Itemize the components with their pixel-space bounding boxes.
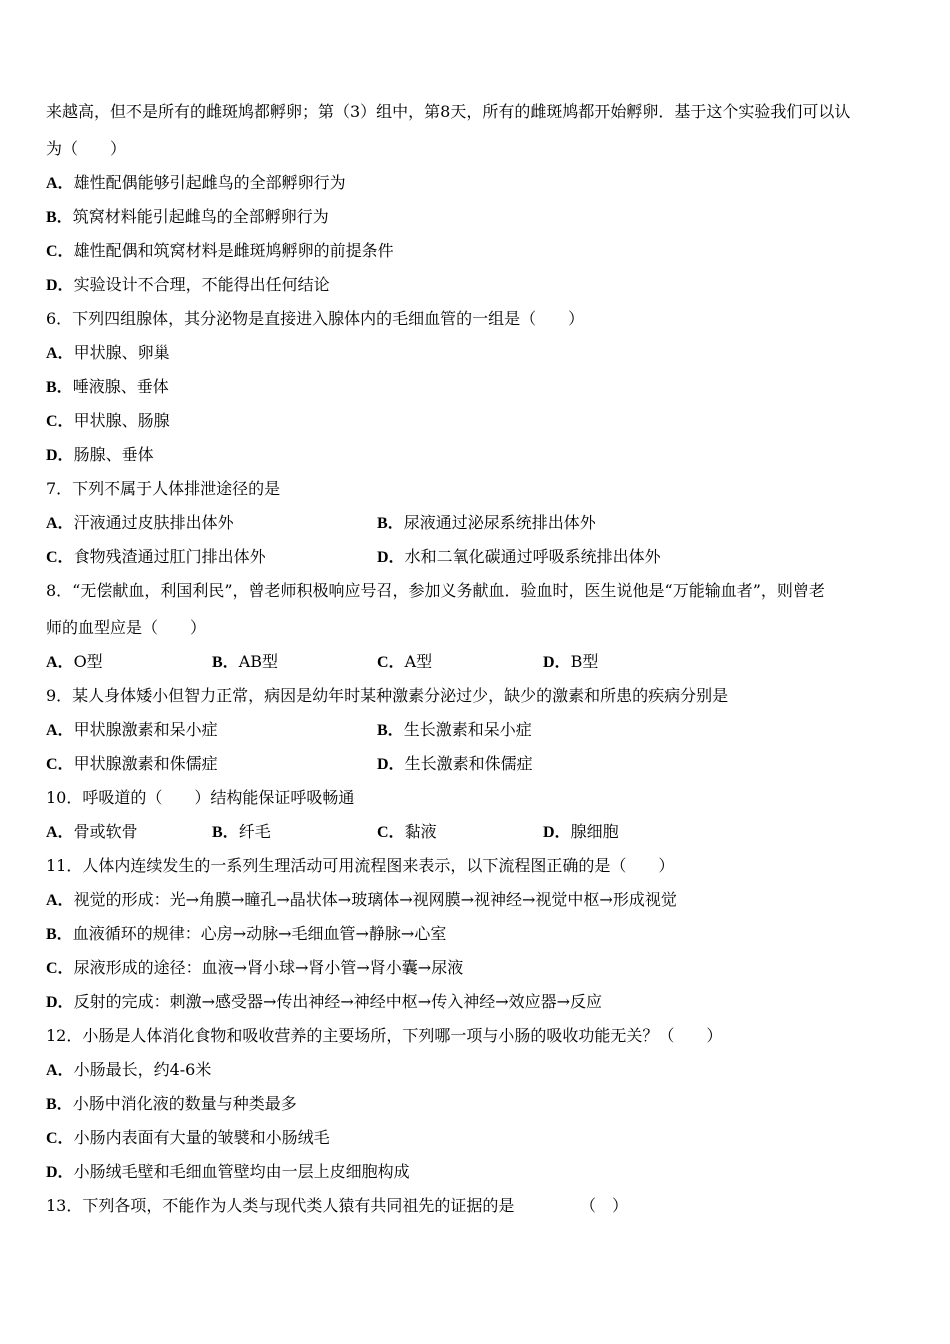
question-8-option-c[interactable] [377,651,432,674]
question-8-stem-line-1: 8．“无偿献血，利国利民”，曾老师积极响应号召，参加义务献血．验血时，医生说他是“万能输血者”，则曾老 [46,581,825,600]
option-label: A． [46,175,74,192]
option-label: D． [46,447,74,464]
option-label: B． [46,926,73,943]
option-text: 唾液腺、垂体 [72,377,169,396]
question-7-option-a[interactable] [46,512,234,534]
question-9-option-b[interactable] [377,719,532,742]
option-text: 肠腺、垂体 [73,445,154,464]
option-label: B． [377,515,404,532]
question-11-option-a[interactable] [46,889,677,911]
question-9-option-c[interactable] [46,753,218,775]
question-7-option-c[interactable] [46,546,266,568]
question-12-option-b[interactable] [46,1093,297,1115]
question-5-option-c[interactable] [46,240,394,262]
option-label: D． [46,277,74,294]
option-text: 甲状腺、肠腺 [73,411,170,430]
question-12-option-a[interactable] [46,1059,211,1081]
option-label: C． [46,413,74,430]
option-text: 水和二氧化碳通过呼吸系统排出体外 [404,547,661,566]
option-label: B． [212,654,239,671]
option-text: 生长激素和呆小症 [403,720,532,739]
question-10-option-c[interactable] [377,821,437,844]
option-text: 尿液形成的途径：血液→肾小球→肾小管→肾小囊→尿液 [73,958,464,977]
question-6-option-a[interactable] [46,342,170,364]
option-label: C． [377,824,405,841]
option-label: D． [46,994,74,1011]
option-label: C． [46,549,74,566]
option-text: 视觉的形成：光→角膜→瞳孔→晶状体→玻璃体→视网膜→视神经→视觉中枢→形成视觉 [73,890,677,909]
question-6-stem: 6．下列四组腺体，其分泌物是直接进入腺体内的毛细血管的一组是（ ） [46,309,585,328]
option-text: 骨或软骨 [73,822,138,841]
option-label: A． [46,515,74,532]
option-text: 筑窝材料能引起雌鸟的全部孵卵行为 [72,207,329,226]
question-12-option-c[interactable] [46,1127,330,1149]
option-label: A． [46,345,74,362]
question-5-option-b[interactable] [46,206,329,228]
option-text: A型 [404,652,433,671]
question-6-option-b[interactable] [46,376,169,398]
question-11-option-d[interactable] [46,991,602,1013]
option-text: 小肠内表面有大量的皱襞和小肠绒毛 [73,1128,330,1147]
option-text: 腺细胞 [570,822,619,841]
question-8-option-a[interactable] [46,651,103,673]
option-text: 纤毛 [238,822,271,841]
question-7-option-d[interactable] [377,546,661,569]
question-10-option-d[interactable] [543,821,619,844]
question-6-option-d[interactable] [46,444,154,466]
option-label: A． [46,1062,74,1079]
option-label: D． [543,654,571,671]
option-text: 甲状腺激素和侏儒症 [73,754,218,773]
option-label: B． [46,1096,73,1113]
option-text: 小肠最长，约4-6米 [73,1060,212,1079]
option-text: 尿液通过泌尿系统排出体外 [403,513,596,532]
question-6-option-c[interactable] [46,410,170,432]
option-label: C． [46,1130,74,1147]
option-label: C． [46,243,74,260]
question-9-stem: 9．某人身体矮小但智力正常，病因是幼年时某种激素分泌过少，缺少的激素和所患的疾病分别是 [46,686,729,705]
option-label: B． [212,824,239,841]
question-12-stem: 12．小肠是人体消化食物和吸收营养的主要场所，下列哪一项与小肠的吸收功能无关？（ ） [46,1026,723,1045]
question-7-option-b[interactable] [377,512,596,535]
question-7-stem: 7．下列不属于人体排泄途径的是 [46,479,281,498]
question-5-option-a[interactable] [46,172,346,194]
option-text: 黏液 [404,822,437,841]
question-8-stem-line-2: 师的血型应是（ ） [46,618,207,637]
question-8-option-d[interactable] [543,651,598,674]
question-5-option-d[interactable] [46,274,330,296]
option-text: 汗液通过皮肤排出体外 [73,513,234,532]
option-label: D． [46,1164,74,1181]
question-5-stem-line-1: 来越高，但不是所有的雌斑鸠都孵卵；第（3）组中，第8天，所有的雌斑鸠都开始孵卵．基于这个实验我们可以认 [46,102,851,121]
option-text: 小肠绒毛壁和毛细血管壁均由一层上皮细胞构成 [73,1162,410,1181]
option-text: AB型 [238,652,279,671]
option-text: 反射的完成：刺激→感受器→传出神经→神经中枢→传入神经→效应器→反应 [73,992,603,1011]
option-label: A． [46,892,74,909]
option-label: D． [377,756,405,773]
option-label: A． [46,824,74,841]
option-text: 血液循环的规律：心房→动脉→毛细血管→静脉→心室 [72,924,447,943]
option-label: D． [543,824,571,841]
question-11-stem: 11．人体内连续发生的一系列生理活动可用流程图来表示，以下流程图正确的是（ ） [46,856,675,875]
question-9-option-d[interactable] [377,753,533,776]
question-13-answer-blank: （ ） [580,1196,629,1215]
question-8-option-b[interactable] [212,651,278,674]
question-11-option-b[interactable] [46,923,446,945]
question-12-option-d[interactable] [46,1161,410,1183]
option-text: O型 [73,652,103,671]
question-13-stem: 13．下列各项，不能作为人类与现代类人猿有共同祖先的证据的是 [46,1196,515,1215]
option-label: B． [377,722,404,739]
option-text: 甲状腺激素和呆小症 [73,720,218,739]
option-label: C． [377,654,405,671]
option-text: 甲状腺、卵巢 [73,343,170,362]
option-label: B． [46,379,73,396]
option-text: 雄性配偶能够引起雌鸟的全部孵卵行为 [73,173,346,192]
question-9-option-a[interactable] [46,719,218,741]
option-label: B． [46,209,73,226]
option-text: 食物残渣通过肛门排出体外 [73,547,266,566]
question-10-stem: 10．呼吸道的（ ）结构能保证呼吸畅通 [46,788,355,807]
option-label: D． [377,549,405,566]
option-text: 雄性配偶和筑窝材料是雌斑鸠孵卵的前提条件 [73,241,394,260]
option-text: 实验设计不合理，不能得出任何结论 [73,275,330,294]
question-11-option-c[interactable] [46,957,463,979]
option-label: A． [46,654,74,671]
question-10-option-b[interactable] [212,821,271,844]
option-label: C． [46,756,74,773]
option-text: 小肠中消化液的数量与种类最多 [72,1094,297,1113]
question-5-stem-line-2: 为（ ） [46,139,127,158]
option-label: C． [46,960,74,977]
option-text: 生长激素和侏儒症 [404,754,533,773]
question-10-option-a[interactable] [46,821,138,843]
option-text: B型 [570,652,599,671]
option-label: A． [46,722,74,739]
